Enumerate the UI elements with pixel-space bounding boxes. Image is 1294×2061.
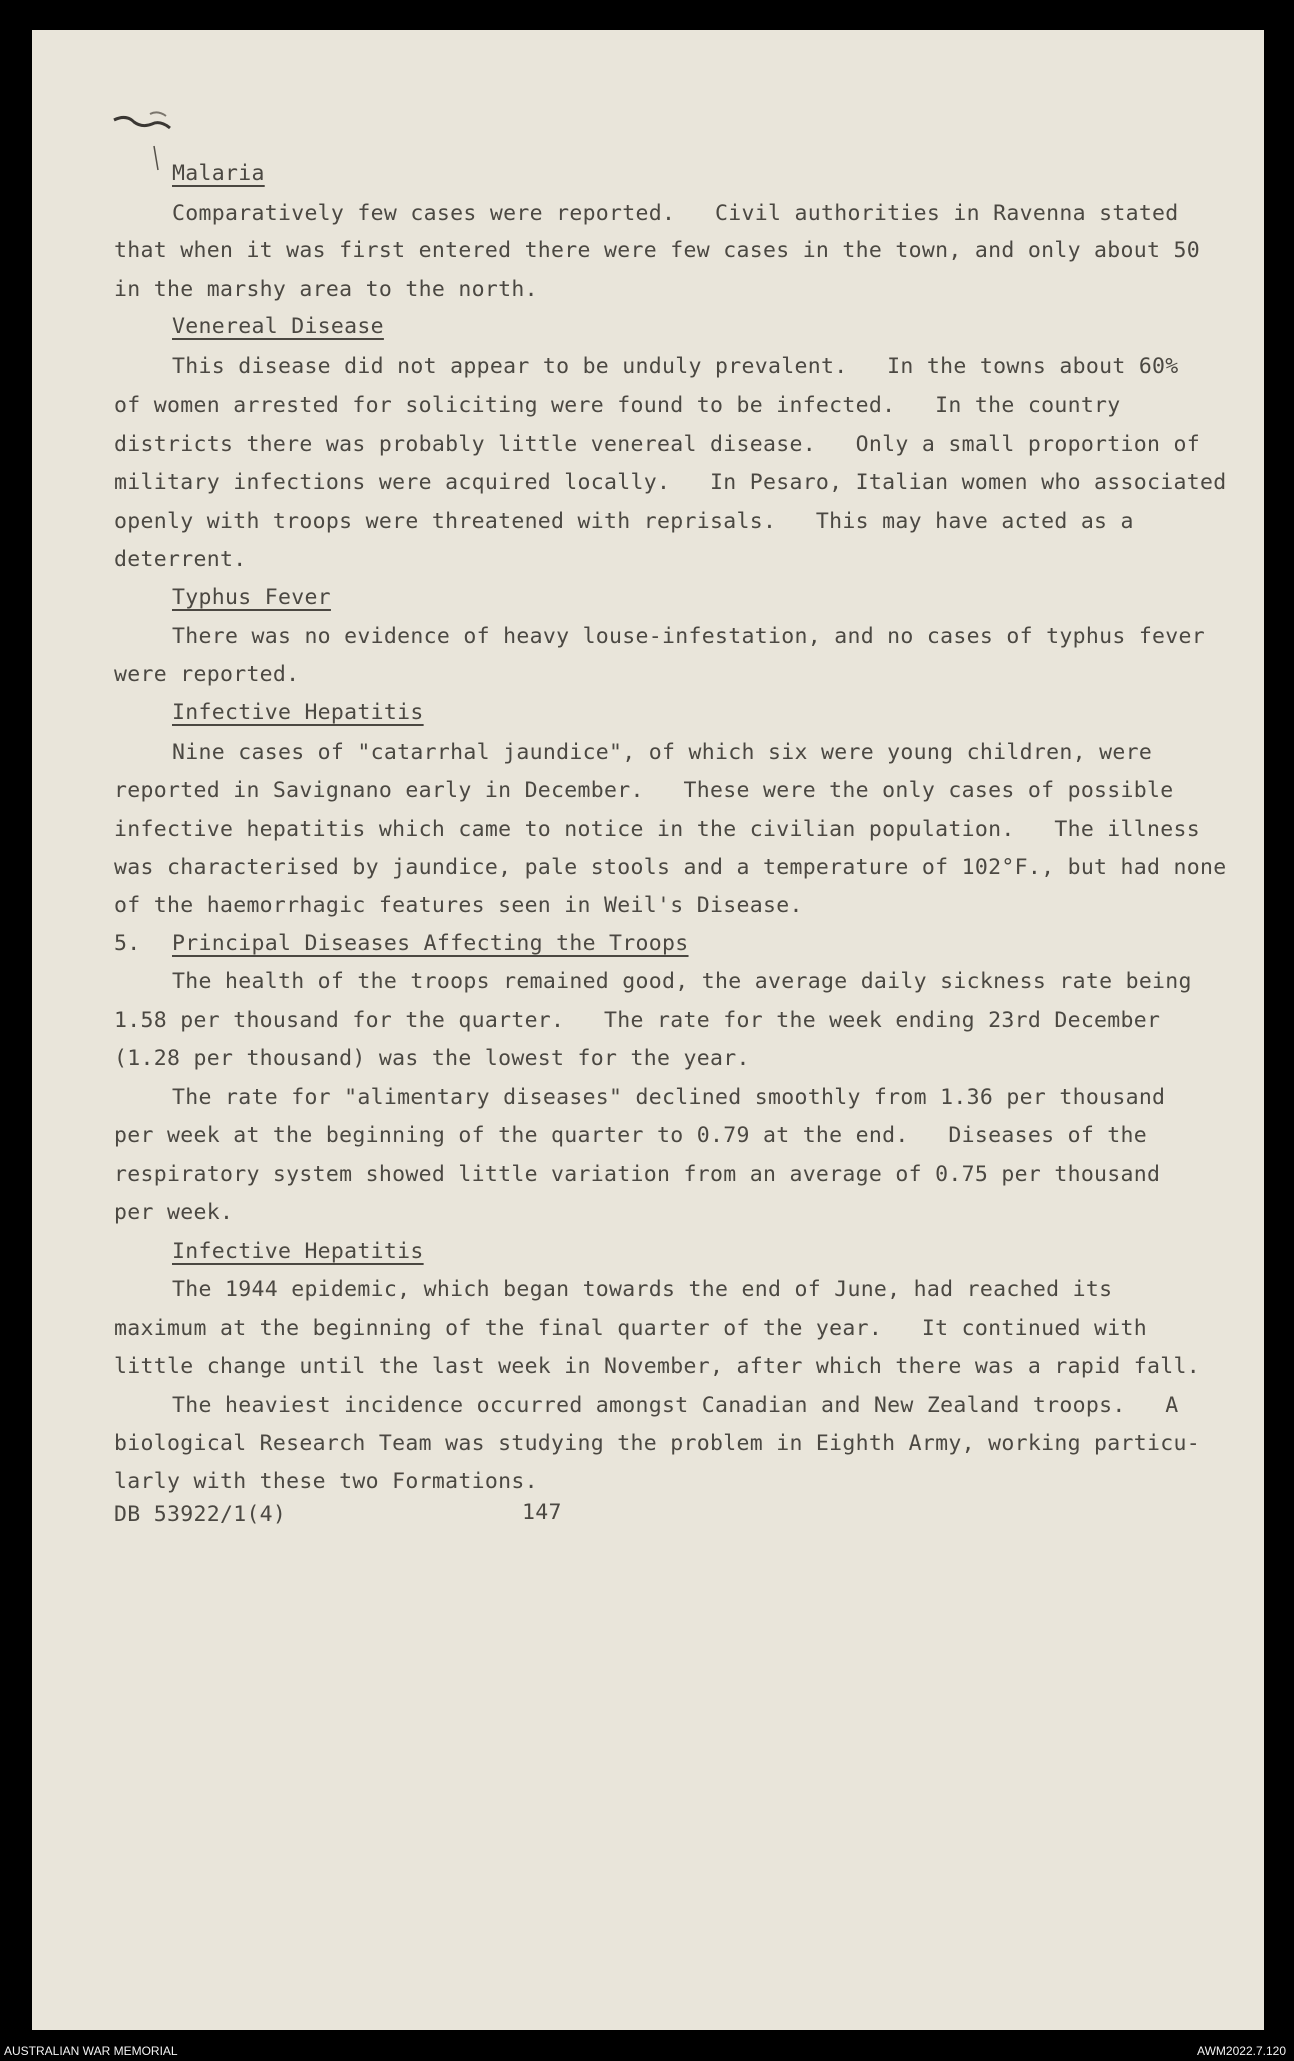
paragraph-line: that when it was first entered there were few cases in the town, and only about 50 [114, 238, 1201, 263]
section-number: 5. [114, 931, 141, 956]
page-number: 147 [522, 1500, 562, 1525]
paragraph-line: Comparatively few cases were reported. Civil authorities in Ravenna stated [172, 201, 1179, 226]
paragraph-line: This disease did not appear to be unduly prevalent. In the towns about 60% [172, 354, 1179, 379]
paragraph-line: biological Research Team was studying the problem in Eighth Army, working particu- [114, 1431, 1201, 1456]
paragraph-line: (1.28 per thousand) was the lowest for the year. [114, 1046, 750, 1071]
paragraph-line: Nine cases of "catarrhal jaundice", of which six were young children, were [172, 740, 1153, 765]
paragraph-line: There was no evidence of heavy louse-infestation, and no cases of typhus fever [172, 624, 1206, 649]
heading-venereal-disease: Venereal Disease [172, 314, 384, 339]
heading-typhus-fever: Typhus Fever [172, 585, 331, 610]
paragraph-line: The health of the troops remained good, the average daily sickness rate being [172, 969, 1192, 994]
paragraph-line: little change until the last week in November, after which there was a rapid fall. [114, 1354, 1201, 1379]
footer-accession: AWM2022.7.120 [1197, 2044, 1286, 2058]
document-page [32, 30, 1264, 2030]
paragraph-line: were reported. [114, 662, 300, 687]
paragraph-line: 1.58 per thousand for the quarter. The rate for the week ending 23rd December [114, 1008, 1161, 1033]
paragraph-line: districts there was probably little venereal disease. Only a small proportion of [114, 432, 1201, 457]
paragraph-line: The 1944 epidemic, which began towards the end of June, had reached its [172, 1277, 1113, 1302]
footer-source: AUSTRALIAN WAR MEMORIAL [4, 2044, 178, 2058]
paragraph-line: in the marshy area to the north. [114, 277, 538, 302]
paragraph-line: military infections were acquired locally. In Pesaro, Italian women who associated [114, 470, 1227, 495]
paragraph-line: respiratory system showed little variation from an average of 0.75 per thousand [114, 1162, 1161, 1187]
heading-malaria: Malaria [172, 161, 265, 186]
paragraph-line: of women arrested for soliciting were found to be infected. In the country [114, 393, 1121, 418]
paragraph-line: deterrent. [114, 547, 247, 572]
paragraph-line: openly with troops were threatened with reprisals. This may have acted as a [114, 509, 1134, 534]
heading-infective-hepatitis-civilian: Infective Hepatitis [172, 700, 424, 725]
paragraph-line: The heaviest incidence occurred amongst Canadian and New Zealand troops. A [172, 1393, 1179, 1418]
paragraph-line: infective hepatitis which came to notice in the civilian population. The illness [114, 817, 1201, 842]
heading-infective-hepatitis-troops: Infective Hepatitis [172, 1239, 424, 1264]
paragraph-line: maximum at the beginning of the final quarter of the year. It continued with [114, 1316, 1148, 1341]
paragraph-line: per week at the beginning of the quarter to 0.79 at the end. Diseases of the [114, 1123, 1148, 1148]
paragraph-line: The rate for "alimentary diseases" declined smoothly from 1.36 per thousand [172, 1085, 1166, 1110]
paragraph-line: larly with these two Formations. [114, 1469, 538, 1494]
document-reference: DB 53922/1(4) [114, 1502, 287, 1527]
paragraph-line: reported in Savignano early in December. These were the only cases of possible [114, 778, 1174, 803]
paragraph-line: was characterised by jaundice, pale stools and a temperature of 102°F., but had none [114, 855, 1227, 880]
heading-principal-diseases: Principal Diseases Affecting the Troops [172, 931, 689, 956]
paragraph-line: of the haemorrhagic features seen in Weil's Disease. [114, 893, 803, 918]
paragraph-line: per week. [114, 1200, 234, 1225]
